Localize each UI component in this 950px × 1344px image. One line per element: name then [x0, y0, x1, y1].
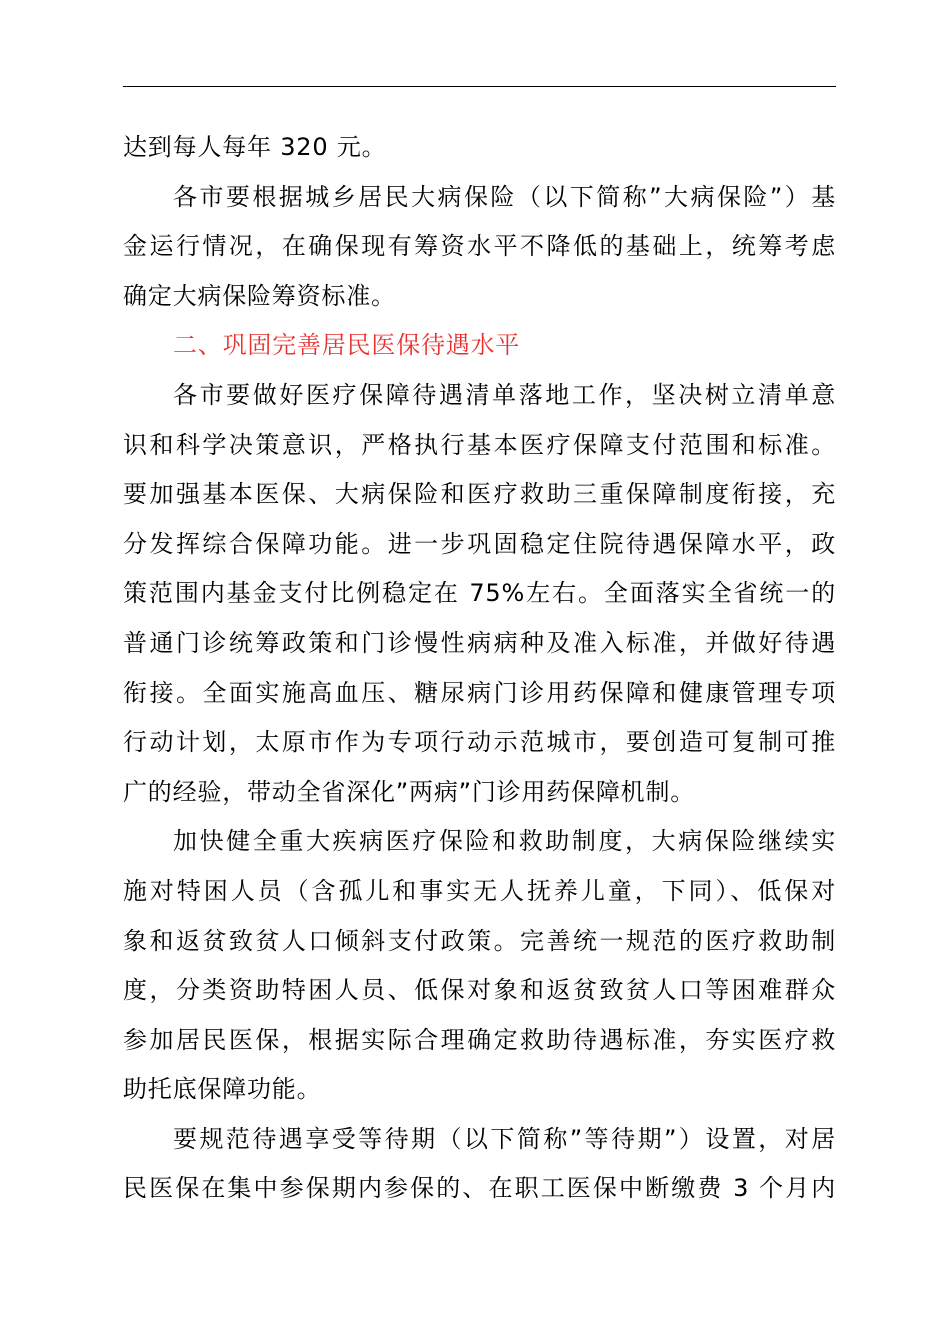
text-line: 各市要做好医疗保障待遇清单落地工作，坚决树立清单意 [173, 380, 836, 409]
text-line: 参加居民医保，根据实际合理确定救助待遇标准，夯实医疗救 [123, 1025, 836, 1054]
text-line: 策范围内基金支付比例稳定在 75%左右。全面落实全省统一的 [123, 579, 836, 608]
section-heading-text: 二、巩固完善居民医保待遇水平 [173, 331, 521, 360]
text-line: 普通门诊统筹政策和门诊慢性病病种及准入标准，并做好待遇 [123, 628, 836, 657]
text-line: 金运行情况，在确保现有筹资水平不降低的基础上，统筹考虑 [123, 232, 836, 261]
text-line: 各市要根据城乡居民大病保险（以下简称”大病保险”）基 [173, 182, 836, 211]
text-line: 要加强基本医保、大病保险和医疗救助三重保障制度衔接，充 [123, 480, 836, 509]
document-body [123, 123, 836, 1214]
paragraph-4 [123, 817, 836, 1115]
paragraph-5 [123, 1115, 836, 1214]
paragraph-1 [123, 123, 836, 173]
paragraph-3 [123, 371, 836, 817]
header-rule [123, 86, 836, 87]
text-line: 确定大病保险筹资标准。 [123, 281, 396, 310]
text-line: 识和科学决策意识，严格执行基本医疗保障支付范围和标准。 [123, 430, 836, 459]
text-line: 施对特困人员（含孤儿和事实无人抚养儿童，下同）、低保对 [123, 876, 836, 905]
text-line: 分发挥综合保障功能。进一步巩固稳定住院待遇保障水平，政 [123, 529, 836, 558]
paragraph-2 [123, 173, 836, 322]
text-line: 广的经验，带动全省深化”两病”门诊用药保障机制。 [123, 777, 696, 806]
section-heading [123, 321, 836, 371]
text-line: 衔接。全面实施高血压、糖尿病门诊用药保障和健康管理专项 [123, 678, 836, 707]
text-line: 助托底保障功能。 [123, 1075, 322, 1104]
text-line: 要规范待遇享受等待期（以下简称”等待期”）设置，对居 [173, 1124, 836, 1153]
text-line: 民医保在集中参保期内参保的、在职工医保中断缴费 3 个月内 [123, 1174, 836, 1203]
text-line: 达到每人每年 320 元。 [123, 133, 387, 161]
text-line: 行动计划，太原市作为专项行动示范城市，要创造可复制可推 [123, 728, 836, 757]
text-line: 加快健全重大疾病医疗保险和救助制度，大病保险继续实 [173, 827, 836, 856]
text-line: 象和返贫致贫人口倾斜支付政策。完善统一规范的医疗救助制 [123, 926, 836, 955]
text-line: 度，分类资助特困人员、低保对象和返贫致贫人口等困难群众 [123, 976, 836, 1005]
